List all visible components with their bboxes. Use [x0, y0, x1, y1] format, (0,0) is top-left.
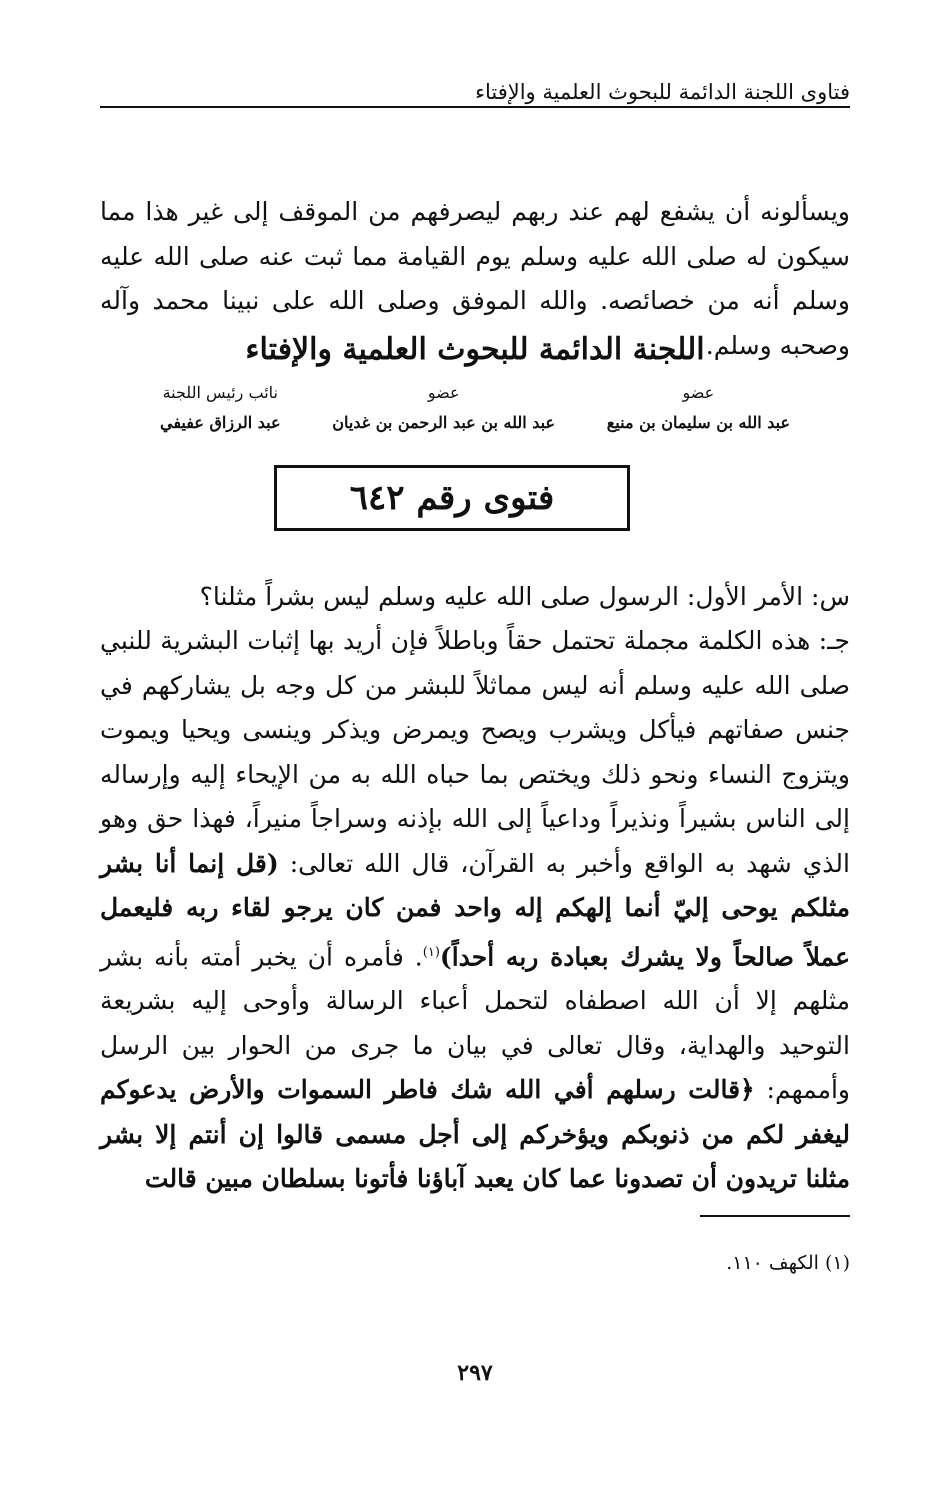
footnote: (١) الكهف ١١٠. — [726, 1252, 850, 1274]
signatures — [160, 378, 790, 438]
signature-role: نائب رئيس اللجنة — [162, 383, 278, 402]
signature-name: عبد الله بن سليمان بن منيع — [606, 413, 790, 432]
committee-name: اللجنة الدائمة للبحوث العلمية والإفتاء — [245, 332, 705, 367]
signature-vice-chair — [160, 378, 281, 438]
page-number: ٢٩٧ — [457, 1360, 493, 1386]
signature-role: عضو — [682, 383, 715, 402]
answer-text-2: . فأمره أن يخبر أمته بأنه بشر مثلهم إلا أن الله اصطفاه لتحمل أعباء الرسالة وأوحى إليه بشريعة التوحيد والهداية، وقال تعالى في بيان ما جرى من الحوار بين الرسل وأممهم: — [100, 941, 850, 1105]
fatwa-heading-box — [274, 465, 630, 531]
question: س: الأمر الأول: الرسول صلى الله عليه وسلم ليس بشراً مثلنا؟ — [199, 582, 850, 611]
quran-quote-1: (قل إنما أنا بشر مثلكم يوحى إليّ أنما إلهكم إله واحد فمن كان يرجو لقاء ربه فليعمل عملاً صالحاً ولا يشرك بعبادة ربه أحداً) — [100, 848, 850, 971]
header-rule — [100, 106, 850, 108]
running-title: فتاوى اللجنة الدائمة للبحوث العلمية والإفتاء — [469, 80, 850, 104]
question-answer-section — [100, 575, 850, 1202]
signature-role: عضو — [427, 383, 460, 402]
signature-name: عبد الله بن عبد الرحمن بن غديان — [332, 413, 556, 432]
footnote-rule — [700, 1215, 850, 1217]
quran-quote-2: ﴿قالت رسلهم أفي الله شك فاطر السموات والأرض يدعوكم ليغفر لكم من ذنوبكم ويؤخركم إلى أجل مسمى قالوا إن أنتم إلا بشر مثلنا تريدون أن تصدونا عما كان يعبد آباؤنا فأتونا بسلطان مبين قالت — [100, 1075, 850, 1194]
signature-member-2 — [332, 378, 555, 438]
fatwa-heading: فتوى رقم ٦٤٢ — [349, 478, 555, 518]
answer-paragraph — [100, 619, 850, 1202]
signature-member-1 — [607, 378, 790, 438]
answer-text-1: جـ: هذه الكلمة مجملة تحتمل حقاً وباطلاً فإن أريد بها إثبات البشرية للنبي صلى الله عليه وسلم أنه ليس مماثلاً للبشر من كل وجه بل يشاركهم في جنس صفاتهم فيأكل ويشرب ويصح ويمرض ويذكر وينسى ويحيا ويموت ويتزوج النساء ونحو ذلك ويختص بما حباه الله به من الإيحاء إليه وإرساله إلى الناس بشيراً ونذيراً وداعياً إلى الله بإذنه وسراجاً منيراً، فهذا حق وهو الذي شهد به الواقع وأخبر به القرآن، قال الله تعالى: — [100, 626, 850, 878]
running-header — [100, 78, 850, 110]
intro-paragraph: ويسألونه أن يشفع لهم عند ربهم ليصرفهم من الموقف إلى غير هذا مما سيكون له صلى الله عليه وسلم يوم القيامة مما ثبت عنه صلى الله عليه وسلم أنه من خصائصه. والله الموفق وصلى الله على نبينا محمد وآله وصحبه وسلم. — [100, 197, 850, 360]
footnote-marker: (١) — [422, 944, 440, 960]
signature-name: عبد الرزاق عفيفي — [160, 413, 281, 432]
